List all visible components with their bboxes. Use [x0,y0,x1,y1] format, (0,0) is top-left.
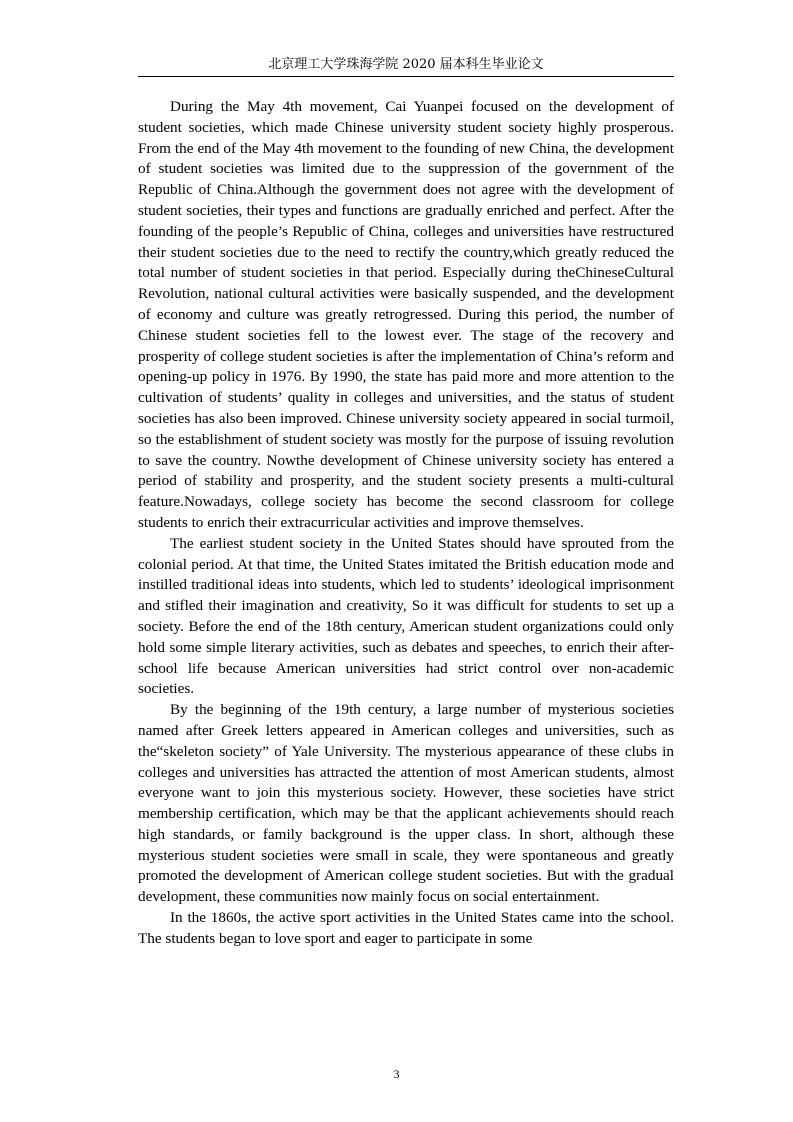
paragraph: In the 1860s, the active sport activities in the United States came into the school. The students began to love sport and eager to participate in some [138,909,674,947]
body-text [138,97,674,950]
paragraph: During the May 4th movement, Cai Yuanpei focused on the development of student societies, which made Chinese university student society highly prosperous. From the end of the May 4th movement to the founding of new China, the development of student societies was limited due to the suppression of the government of the Republic of China.Although the government does not agree with the development of student societies, their types and functions are gradually enriched and perfect. After the founding of the people’s Republic of China, colleges and universities have restructured their student societies due to the need to rectify the country,which greatly reduced the total number of student societies in that period. Especially during theChineseCultural Revolution, national cultural activities were basically suspended, and the development of economy and culture was greatly retrogressed. During this period, the number of Chinese student societies fell to the lowest ever. The stage of the recovery and prosperity of college student societies is after the implementation of China’s reform and opening-up policy in 1976. By 1990, the state has paid more and more attention to the cultivation of students’ quality in colleges and universities, and the status of student societies has also been improved. Chinese university society appeared in social turmoil, so the establishment of student society was mostly for the purpose of issuing revolution to save the country. Nowthe development of Chinese university society has entered a period of stability and prosperity, and the student society presents a multi-cultural feature.Nowadays, college society has become the second classroom for college students to enrich their extracurricular activities and improve themselves. [138,98,674,531]
paragraph: The earliest student society in the United States should have sprouted from the colonial period. At that time, the United States imitated the British education mode and instilled traditional ideas into students, which led to students’ ideological imprisonment and stifled their imagination and creativity, So it was difficult for students to set up a society. Before the end of the 18th century, American student organizations could only hold some simple literary activities, such as debates and speeches, to enrich their after-school life because American universities had strict control over non-academic societies. [138,534,674,698]
header-rule [138,76,674,77]
paragraph: By the beginning of the 19th century, a large number of mysterious societies named after Greek letters appeared in American colleges and universities, such as the“skeleton society” of Yale University. The mysterious appearance of these clubs in colleges and universities has attracted the attention of most American students, almost everyone want to join this mysterious society. However, these societies have strict membership certification, which may be that the applicant achievements should reach high standards, or family background is the upper class. In short, although these mysterious student societies were small in scale, they were spontaneous and greatly promoted the development of American college student societies. But with the gradual development, these communities now mainly focus on social entertainment. [138,701,674,906]
page-header-title: 北京理工大学珠海学院 2020 届本科生毕业论文 [268,57,544,72]
page-number: 3 [393,1067,400,1081]
